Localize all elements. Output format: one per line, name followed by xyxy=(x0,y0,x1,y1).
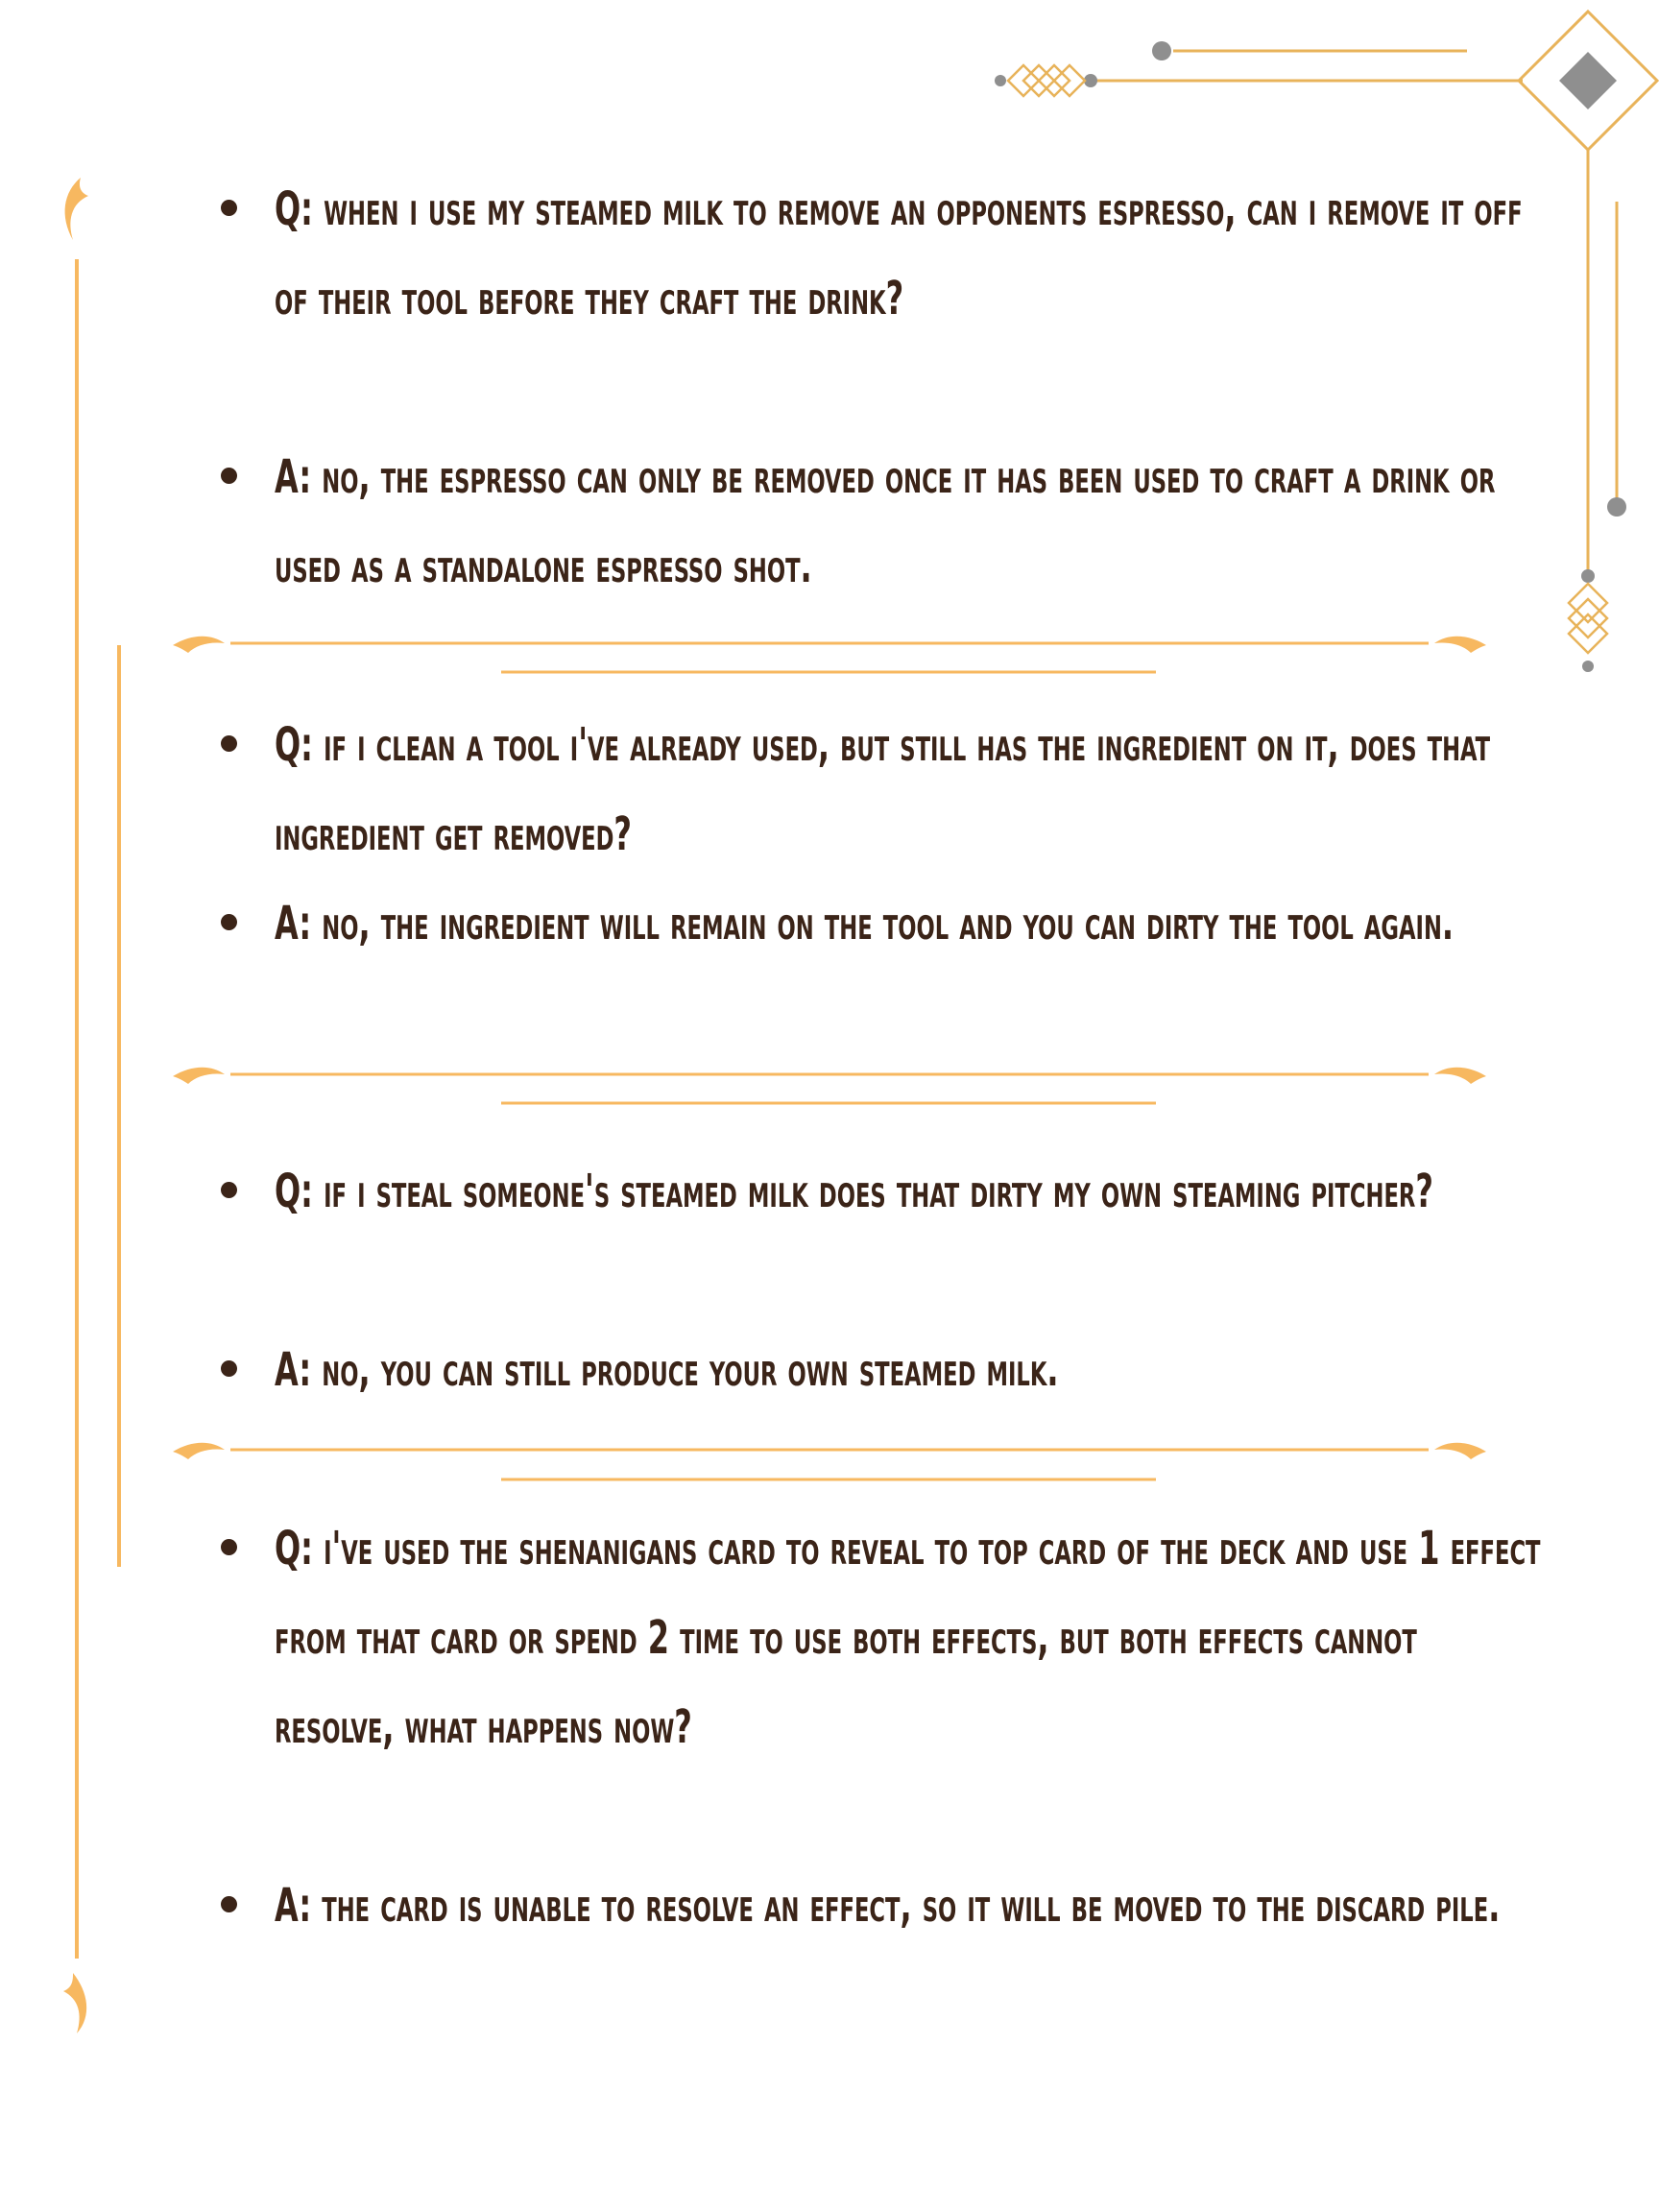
divider-2 xyxy=(173,1068,1486,1103)
divider-3 xyxy=(173,1443,1486,1479)
faq-question-2 xyxy=(221,701,1527,879)
question-text: Q: when i use my steamed milk to remove an opponents espresso, can i remove it off of their tool before they craft the drink? xyxy=(275,182,1523,325)
answer-text: A: no, you can still produce your own steamed milk. xyxy=(275,1343,1059,1397)
faq-question-3 xyxy=(221,1147,1527,1326)
question-text: Q: if i clean a tool i've already used, but still has the ingredient on it, does that ingredient get removed? xyxy=(275,718,1491,861)
bullet xyxy=(221,200,237,216)
answer-text: A: no, the ingredient will remain on the tool and you can dirty the tool again. xyxy=(275,897,1455,950)
answer-text: A: the card is unable to resolve an effect, so it will be moved to the discard pile. xyxy=(275,1879,1501,1933)
question-text: Q: if i steal someone's steamed milk does that dirty my own steaming pitcher? xyxy=(275,1165,1433,1218)
answer-text: A: no, the espresso can only be removed once it has been used to craft a drink or used as a standalone espresso shot. xyxy=(275,450,1496,593)
faq-question-4 xyxy=(221,1504,1541,1862)
divider-1 xyxy=(173,637,1486,672)
bullet xyxy=(221,914,237,930)
bullet xyxy=(221,1539,237,1555)
faq-question-1 xyxy=(221,165,1527,433)
bullet xyxy=(221,1896,237,1912)
bullet xyxy=(221,735,237,752)
faq-answer-1 xyxy=(221,433,1527,612)
bullet xyxy=(221,1360,237,1377)
bullet xyxy=(221,468,237,484)
faq-answer-3 xyxy=(221,1326,1527,1415)
left-bottom-flourish xyxy=(63,1973,86,2033)
faq-answer-4 xyxy=(221,1862,1527,2040)
left-top-flourish xyxy=(65,178,88,240)
faq-answer-2 xyxy=(221,879,1527,1058)
bullet xyxy=(221,1182,237,1198)
question-text: Q: i've used the shenanigans card to reveal to top card of the deck and use 1 effect from that card or spend 2 time to use both effects, but both effects cannot resolve, what happens now? xyxy=(275,1522,1541,1754)
